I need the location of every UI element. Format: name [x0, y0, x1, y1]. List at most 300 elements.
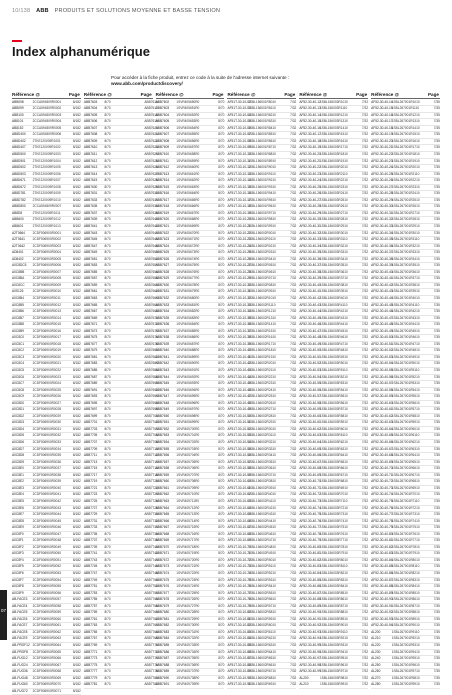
product-code-cell[interactable]: 8/70 [104, 348, 111, 353]
product-code-cell[interactable]: 1SBL156003R4510 [319, 328, 348, 333]
product-code-cell[interactable]: 1SVR405700R0 [176, 426, 200, 431]
product-code-cell[interactable]: 8/70 [104, 178, 111, 183]
product-code-cell[interactable]: 2CDF506900R0062 [32, 629, 61, 634]
product-code-cell[interactable]: 1SVR405726R0 [176, 597, 200, 602]
product-code-cell[interactable]: 2CDF506900R0010 [32, 289, 61, 294]
product-code-cell[interactable]: 1SVR405707R0 [176, 472, 200, 477]
product-code-cell[interactable]: 1SBL156002R2510 [248, 394, 276, 399]
product-code-cell[interactable]: 1SVR405727R0 [176, 603, 200, 608]
product-code-cell[interactable]: 1SVR405690R0 [176, 361, 200, 366]
product-code-cell[interactable]: 1SBL267001R5310 [391, 381, 420, 386]
product-code-cell[interactable]: 1SBL156001R8710 [248, 145, 276, 150]
product-code-cell[interactable]: 1SBL267001R2310 [391, 184, 420, 189]
product-code-cell[interactable]: 1SBL267001R9010 [391, 623, 420, 628]
product-code-cell[interactable]: 8/70 [104, 151, 111, 156]
product-code-cell[interactable]: 1SBL267001R6210 [391, 440, 420, 445]
product-code-cell[interactable]: 1SVR405694R0 [176, 387, 200, 392]
product-code-cell[interactable]: 8/70 [104, 675, 111, 680]
product-code-cell[interactable]: 8/70 [104, 564, 111, 569]
product-code-cell[interactable]: 8/70 [104, 374, 111, 379]
product-code-cell[interactable]: 1SVR405711R0 [176, 498, 200, 503]
product-code-cell[interactable]: 1SVR405650R0 [176, 99, 200, 104]
product-code-cell[interactable]: 8/70 [104, 459, 111, 464]
product-code-cell[interactable]: 1SBL267001R7010 [391, 492, 420, 497]
product-code-cell[interactable]: 2TKE120009R1013 [32, 223, 61, 228]
product-code-cell[interactable]: 8/70 [104, 525, 111, 530]
product-code-cell[interactable]: 2TKE120009R1010 [32, 197, 61, 202]
product-code-cell[interactable]: 2CDF506900R0070 [32, 682, 61, 687]
product-code-cell[interactable]: 1SBL156001R9810 [248, 217, 276, 222]
product-code-cell[interactable]: 1SBL156003R6810 [319, 479, 348, 484]
product-code-cell[interactable]: 8/70 [104, 230, 111, 235]
product-code-cell[interactable]: 1SBL156003R3410 [319, 256, 348, 261]
product-code-cell[interactable]: 1SBL156003R7410 [319, 518, 348, 523]
product-code-cell[interactable]: 8/70 [104, 453, 111, 458]
product-code-cell[interactable]: 1SBL156001R9910 [248, 223, 276, 228]
product-code-cell[interactable]: 2CDF506900R0032 [32, 433, 61, 438]
product-code-cell[interactable]: 2CDF506900R0063 [32, 636, 61, 641]
product-code-cell[interactable]: 1SBL156002R6210 [248, 636, 276, 641]
product-code-cell[interactable]: 1SBL156003R1810 [319, 151, 348, 156]
product-code-cell[interactable]: 2CDF506900R0008 [32, 276, 61, 281]
product-code-cell[interactable]: 1SBL267001R6610 [391, 466, 420, 471]
product-code-cell[interactable]: 8/70 [104, 538, 111, 543]
product-code-cell[interactable]: 1SBL267001R9910 [391, 682, 420, 687]
product-code-cell[interactable]: 1SBL156003R8810 [319, 610, 348, 615]
product-code-cell[interactable]: 1SBL156003R8410 [319, 584, 348, 589]
product-code-cell[interactable]: 2CDF506900R0029 [32, 413, 61, 418]
product-code-cell[interactable]: 1SBL156002R2710 [248, 407, 276, 412]
product-code-cell[interactable]: 1SVR405691R0 [176, 368, 200, 373]
product-code-cell[interactable]: 1SBL156002R0110 [248, 237, 276, 242]
product-code-cell[interactable]: 1SBL156002R6410 [248, 649, 276, 654]
product-code-cell[interactable]: 1SBL267001R5610 [391, 400, 420, 405]
product-code-cell[interactable]: 1SBL156002R0510 [248, 263, 276, 268]
product-code-cell[interactable]: 1SBL156002R2910 [248, 420, 276, 425]
product-code-cell[interactable]: 1SBL156002R1910 [248, 354, 276, 359]
product-code-cell[interactable]: 2CDF506900R0069 [32, 675, 61, 680]
product-code-cell[interactable]: 1SBL156003R5910 [319, 420, 348, 425]
product-code-cell[interactable]: 1SBL267001R9710 [391, 669, 420, 674]
product-code-cell[interactable]: 1SBL267001R8510 [391, 590, 420, 595]
product-code-cell[interactable]: 1SVR405676R0 [176, 269, 200, 274]
product-code-cell[interactable]: 1SBL156002R0010 [248, 230, 276, 235]
product-code-cell[interactable]: 1SVR405719R0 [176, 551, 200, 556]
product-code-cell[interactable]: 1SBL156002R3410 [248, 453, 276, 458]
product-code-cell[interactable]: 1SVR405722R0 [176, 570, 200, 575]
product-code-cell[interactable]: 1SBL156003R4310 [319, 315, 348, 320]
product-code-cell[interactable]: 1SBL156003R1210 [319, 112, 348, 117]
product-code-cell[interactable]: 8/70 [104, 158, 111, 163]
product-code-cell[interactable]: 1SBL267001R4210 [391, 309, 420, 314]
product-code-cell[interactable]: 1SBL156003R2710 [319, 210, 348, 215]
product-code-cell[interactable]: 2TKE120009R1009 [32, 191, 61, 196]
product-code-cell[interactable]: 1SBL267001R7410 [391, 518, 420, 523]
product-code-cell[interactable]: 2CDF506900R0012 [32, 302, 61, 307]
product-code-cell[interactable]: 2CDF506900R0052 [32, 564, 61, 569]
product-code-cell[interactable]: 1SVR405735R0 [176, 656, 200, 661]
product-code-cell[interactable]: 8/70 [104, 112, 111, 117]
product-code-cell[interactable]: 1SBL156003R1610 [319, 138, 348, 143]
product-code-cell[interactable]: 2CDF506900R0033 [32, 440, 61, 445]
product-code-cell[interactable]: 2CDF506900R0041 [32, 492, 61, 497]
product-code-cell[interactable]: 1SBL156001R9010 [248, 165, 276, 170]
product-code-cell[interactable]: 2CDF506900R0039 [32, 479, 61, 484]
product-code-cell[interactable]: 1SBL156003R8910 [319, 616, 348, 621]
product-code-cell[interactable]: 1SVR405665R0 [176, 197, 200, 202]
product-code-cell[interactable]: 1SVR405733R0 [176, 642, 200, 647]
product-code-cell[interactable]: 1SBL156002R2810 [248, 413, 276, 418]
product-code-cell[interactable]: 1SBL156003R6010 [319, 426, 348, 431]
product-code-cell[interactable]: 1SBL156001R8510 [248, 132, 276, 137]
product-code-cell[interactable]: 8/70 [104, 479, 111, 484]
product-code-cell[interactable]: 1SBL156003R5210 [319, 374, 348, 379]
product-code-cell[interactable]: 2TKE120009R1006 [32, 171, 61, 176]
product-code-cell[interactable]: 1SBL156003R6210 [319, 440, 348, 445]
product-code-cell[interactable]: 1SBL156003R9310 [319, 642, 348, 647]
product-code-cell[interactable]: 2CDF506900R0026 [32, 394, 61, 399]
product-code-cell[interactable]: 1SBL156003R4110 [319, 302, 348, 307]
product-code-cell[interactable]: 8/70 [104, 243, 111, 248]
product-code-cell[interactable]: 1SBL156001R9710 [248, 210, 276, 215]
product-code-cell[interactable]: 1SBL156003R6610 [319, 466, 348, 471]
product-code-cell[interactable]: 1SVR405674R0 [176, 256, 200, 261]
product-code-cell[interactable]: 8/70 [104, 642, 111, 647]
product-code-cell[interactable]: 1SBL267001R3310 [391, 250, 420, 255]
product-code-cell[interactable]: 8/70 [104, 603, 111, 608]
product-code-cell[interactable]: 1SBL156003R9710 [319, 669, 348, 674]
product-code-cell[interactable]: 8/70 [104, 433, 111, 438]
product-code-cell[interactable]: 1SVR405671R0 [176, 237, 200, 242]
product-code-cell[interactable]: 1SBL156003R4910 [319, 354, 348, 359]
product-code-cell[interactable]: 1SBL156002R0210 [248, 243, 276, 248]
product-code-cell[interactable]: 2CDF506900R0066 [32, 656, 61, 661]
product-code-cell[interactable]: 8/70 [104, 197, 111, 202]
product-code-cell[interactable]: 1SBL156003R9010 [319, 623, 348, 628]
product-code-cell[interactable]: 1SBL267001R1010 [391, 99, 420, 104]
product-code-cell[interactable]: 8/70 [104, 518, 111, 523]
product-code-cell[interactable]: 1SBL267001R5110 [391, 368, 420, 373]
product-code-cell[interactable]: 8/70 [104, 662, 111, 667]
product-code-cell[interactable]: 1SBL156002R1310 [248, 315, 276, 320]
product-code-cell[interactable]: 1SVR405723R0 [176, 577, 200, 582]
product-code-cell[interactable]: 1SVR405687R0 [176, 341, 200, 346]
product-code-cell[interactable]: 1SBL156002R4510 [248, 525, 276, 530]
product-code-cell[interactable]: 1SBL267001R1610 [391, 138, 420, 143]
product-code-cell[interactable]: 1SBL267001R2010 [391, 165, 420, 170]
product-code-cell[interactable]: 1SBL267001R5010 [391, 361, 420, 366]
product-code-cell[interactable]: 8/70 [104, 669, 111, 674]
product-code-cell[interactable]: 1SBL267001R5710 [391, 407, 420, 412]
product-code-cell[interactable]: 1SVR405698R0 [176, 413, 200, 418]
product-code-cell[interactable]: 2CDF506900R0018 [32, 341, 61, 346]
product-code-cell[interactable]: 1SBL267001R3610 [391, 269, 420, 274]
product-code-cell[interactable]: 1SBL156002R4110 [248, 498, 276, 503]
product-code-cell[interactable]: 1SVR405731R0 [176, 629, 200, 634]
product-code-cell[interactable]: 1SBL267001R7910 [391, 551, 420, 556]
product-code-cell[interactable]: 1SBL267001R4810 [391, 348, 420, 353]
product-code-cell[interactable]: 1SVR405696R0 [176, 400, 200, 405]
product-code-cell[interactable]: 1SBL156001R8910 [248, 158, 276, 163]
product-code-cell[interactable]: 1SVR405657R0 [176, 145, 200, 150]
product-code-cell[interactable]: 1SBL156002R5810 [248, 610, 276, 615]
product-code-cell[interactable]: 1SBL267001R6310 [391, 446, 420, 451]
product-code-cell[interactable]: 8/70 [104, 407, 111, 412]
product-code-cell[interactable]: 1SBL156003R9410 [319, 649, 348, 654]
product-code-cell[interactable]: 8/70 [104, 276, 111, 281]
product-code-cell[interactable]: 8/70 [104, 250, 111, 255]
product-code-cell[interactable]: 1SBL156002R0410 [248, 256, 276, 261]
product-code-cell[interactable]: 1SBL267001R8410 [391, 584, 420, 589]
product-code-cell[interactable]: 2CDF506900R0009 [32, 282, 61, 287]
product-code-cell[interactable]: 8/70 [104, 590, 111, 595]
product-code-cell[interactable]: 1SBL156002R3010 [248, 426, 276, 431]
product-code-cell[interactable]: 1SBL156003R4610 [319, 335, 348, 340]
product-code-cell[interactable]: 1SBL267001R5410 [391, 387, 420, 392]
product-code-cell[interactable]: 1SVR405732R0 [176, 636, 200, 641]
product-code-cell[interactable]: 1SBL156003R8010 [319, 557, 348, 562]
product-code-cell[interactable]: 1SBL156002R6110 [248, 629, 276, 634]
product-code-cell[interactable]: 1SBL267001R1910 [391, 158, 420, 163]
product-code-cell[interactable]: 1SBL156002R0610 [248, 269, 276, 274]
product-code-cell[interactable]: 1SBL156002R0910 [248, 289, 276, 294]
product-code-cell[interactable]: 2CDF506900R0049 [32, 544, 61, 549]
product-code-cell[interactable]: 2CDF506900R0001 [32, 230, 61, 235]
product-code-cell[interactable]: 2CDF506900R0025 [32, 387, 61, 392]
product-code-cell[interactable]: 1SBL156002R3610 [248, 466, 276, 471]
product-code-cell[interactable]: 1SBL267001R2610 [391, 204, 420, 209]
product-code-cell[interactable]: 1SVR405673R0 [176, 250, 200, 255]
product-code-cell[interactable]: 1SBL156001R9410 [248, 191, 276, 196]
product-code-cell[interactable]: 2CDF506900R0064 [32, 642, 61, 647]
product-code-cell[interactable]: 1SBL156002R3510 [248, 459, 276, 464]
product-code-cell[interactable]: 1SBL156002R2310 [248, 381, 276, 386]
product-code-cell[interactable]: 1SBL156003R1510 [319, 132, 348, 137]
product-code-cell[interactable]: 1SBL156002R6710 [248, 669, 276, 674]
product-code-cell[interactable]: 8/70 [104, 106, 111, 111]
product-code-cell[interactable]: 1SBL156002R5610 [248, 597, 276, 602]
product-code-cell[interactable]: 2CDF506900R0057 [32, 597, 61, 602]
product-code-cell[interactable]: 1SVR405697R0 [176, 407, 200, 412]
product-code-cell[interactable]: 1SVR405718R0 [176, 544, 200, 549]
product-code-cell[interactable]: 2CDF506900R0037 [32, 466, 61, 471]
product-code-cell[interactable]: 1SBL156002R3310 [248, 446, 276, 451]
product-code-cell[interactable]: 2CDF506900R0042 [32, 498, 61, 503]
product-code-cell[interactable]: 1SBL156003R6910 [319, 485, 348, 490]
product-code-cell[interactable]: 1SBL156003R7310 [319, 512, 348, 517]
product-code-cell[interactable]: 2TKE120009R1005 [32, 165, 61, 170]
product-code-cell[interactable]: 2CDF506900R0021 [32, 361, 61, 366]
product-code-cell[interactable]: 1SVR405654R0 [176, 125, 200, 130]
product-code-cell[interactable]: 2CDF506900R0071 [32, 688, 61, 693]
product-code-cell[interactable]: 1SVR405739R0 [176, 682, 200, 687]
product-code-cell[interactable]: 1SBL156001R9110 [248, 171, 276, 176]
product-code-cell[interactable]: 1SBL156002R0810 [248, 282, 276, 287]
chapter-tab[interactable]: 07 [0, 590, 7, 640]
product-code-cell[interactable]: 2CDF506900R0055 [32, 584, 61, 589]
product-code-cell[interactable]: 2CDF506900R0017 [32, 335, 61, 340]
product-code-cell[interactable]: 1SBL267001R3710 [391, 276, 420, 281]
product-code-cell[interactable]: 8/70 [104, 256, 111, 261]
product-code-cell[interactable]: 2CDF506900R0027 [32, 400, 61, 405]
product-code-cell[interactable]: 1SBL156002R1510 [248, 328, 276, 333]
product-code-cell[interactable]: 8/70 [104, 610, 111, 615]
product-code-cell[interactable]: 1SVR405716R0 [176, 531, 200, 536]
product-code-cell[interactable]: 1SBL156002R1010 [248, 296, 276, 300]
product-code-cell[interactable]: 1SVR405686R0 [176, 335, 200, 340]
product-code-cell[interactable]: 8/70 [104, 119, 111, 124]
product-code-cell[interactable]: 1SBL156003R6410 [319, 453, 348, 458]
product-code-cell[interactable]: 1SBL267001R5910 [391, 420, 420, 425]
product-code-cell[interactable]: 2CDF506900R0053 [32, 570, 61, 575]
product-code-cell[interactable]: 1SVR405662R0 [176, 178, 200, 183]
product-code-cell[interactable]: 1SVR405695R0 [176, 394, 200, 399]
product-code-cell[interactable]: 1SBL156003R3110 [319, 237, 348, 242]
product-code-cell[interactable]: 8/70 [104, 616, 111, 621]
product-code-cell[interactable]: 1SVR405689R0 [176, 354, 200, 359]
product-code-cell[interactable]: 2TKE120009R1007 [32, 178, 61, 183]
product-code-cell[interactable]: 8/70 [104, 531, 111, 536]
product-code-cell[interactable]: 1SBL156002R4910 [248, 551, 276, 556]
product-code-cell[interactable]: 1SBL156002R4410 [248, 518, 276, 523]
product-code-cell[interactable]: 1SBL267001R4610 [391, 335, 420, 340]
product-code-cell[interactable]: 1SBL267001R8610 [391, 597, 420, 602]
product-code-cell[interactable]: 2CDF506900R0028 [32, 407, 61, 412]
product-code-cell[interactable]: 1SBL156001R9310 [248, 184, 276, 189]
product-code-cell[interactable]: 1SVR405651R0 [176, 106, 200, 111]
product-code-cell[interactable]: 8/70 [104, 302, 111, 307]
product-code-cell[interactable]: 2CCA594509R0004 [32, 119, 62, 124]
product-code-cell[interactable]: 2CDF506900R0015 [32, 322, 61, 327]
product-code-cell[interactable]: 1SBL156003R7010 [319, 492, 348, 497]
product-code-cell[interactable]: 8/70 [104, 570, 111, 575]
product-code-cell[interactable]: 2CDF506900R0058 [32, 603, 61, 608]
product-code-cell[interactable]: 8/70 [104, 289, 111, 294]
product-code-cell[interactable]: 2CDF506900R0035 [32, 453, 61, 458]
product-code-cell[interactable]: 1SBL156002R3110 [248, 433, 276, 438]
product-code-cell[interactable]: 8/70 [104, 125, 111, 130]
product-code-cell[interactable]: 2CCA594509R0005 [32, 125, 62, 130]
product-code-cell[interactable]: 1SBL156002R6510 [248, 656, 276, 661]
product-code-cell[interactable]: 2CDF506900R0065 [32, 649, 61, 654]
product-code-cell[interactable]: 8/70 [104, 413, 111, 418]
product-code-cell[interactable]: 1SVR405729R0 [176, 616, 200, 621]
product-code-cell[interactable]: 2CDF506900R0013 [32, 309, 61, 314]
product-code-cell[interactable]: 1SBL156001R9610 [248, 204, 276, 209]
product-code-cell[interactable]: 1SBL156003R3910 [319, 289, 348, 294]
product-code-cell[interactable]: 2CDF506900R0047 [32, 531, 61, 536]
product-code-cell[interactable]: 1SBL156003R8110 [319, 564, 348, 569]
product-code-cell[interactable]: 1SBL267001R1210 [391, 112, 420, 117]
product-code-cell[interactable]: 1SVR405692R0 [176, 374, 200, 379]
product-code-cell[interactable]: 1SBL267001R8310 [391, 577, 420, 582]
product-code-cell[interactable]: 8/70 [104, 361, 111, 366]
product-code-cell[interactable]: 2CDF506900R0004 [32, 250, 61, 255]
product-code-cell[interactable]: 1SBL156003R7110 [319, 498, 348, 503]
product-code-cell[interactable]: 1SBL156003R7510 [319, 525, 348, 530]
product-code-cell[interactable]: 1SBL156003R9110 [319, 629, 348, 634]
product-code-cell[interactable]: 1SBL156003R1410 [319, 125, 348, 130]
product-code-cell[interactable]: 1SVR405685R0 [176, 328, 200, 333]
product-code-cell[interactable]: 1SBL267001R2210 [391, 178, 420, 183]
product-code-cell[interactable]: 1SVR405702R0 [176, 440, 200, 445]
product-code-cell[interactable]: 1SVR405666R0 [176, 204, 200, 209]
product-code-cell[interactable]: 1SBL267001R1710 [391, 145, 420, 150]
product-code-cell[interactable]: 1SBL156001R8610 [248, 138, 276, 143]
product-code-cell[interactable]: 2CDF506900R0011 [32, 296, 61, 300]
product-code-cell[interactable]: 1SVR405669R0 [176, 223, 200, 228]
product-code-cell[interactable]: 1SVR405672R0 [176, 243, 200, 248]
product-code-cell[interactable]: 1SBL156002R5410 [248, 584, 276, 589]
product-code-cell[interactable]: 1SVR405682R0 [176, 309, 200, 314]
product-code-cell[interactable]: 2CDF506900R0059 [32, 610, 61, 615]
product-code-cell[interactable]: 1SBL156003R3610 [319, 269, 348, 274]
product-code-cell[interactable]: 1SBL156002R4810 [248, 544, 276, 549]
product-code-cell[interactable]: 2CDF506900R0023 [32, 374, 61, 379]
product-code-cell[interactable]: 1SVR405708R0 [176, 479, 200, 484]
product-code-cell[interactable]: 2CCA594509R0006 [32, 132, 62, 137]
product-code-cell[interactable]: 1SBL267001R8810 [391, 610, 420, 615]
product-code-cell[interactable]: 2CDF506900R0002 [32, 237, 61, 242]
product-code-cell[interactable]: 2CDF506900R0022 [32, 368, 61, 373]
product-code-cell[interactable]: 1SBL156002R5910 [248, 616, 276, 621]
product-code-cell[interactable]: 2TKE120009R1002 [32, 145, 61, 150]
product-code-cell[interactable]: 1SBL156003R2010 [319, 165, 348, 170]
product-code-cell[interactable]: 8/70 [104, 629, 111, 634]
product-code-cell[interactable]: 1SBL156003R4710 [319, 341, 348, 346]
product-code-cell[interactable]: 1SBL156002R6310 [248, 642, 276, 647]
product-code-cell[interactable]: 1SBL156002R3210 [248, 440, 276, 445]
product-code-cell[interactable]: 1SBL156003R4810 [319, 348, 348, 353]
product-code-cell[interactable]: 1SBL267001R3410 [391, 256, 420, 261]
product-code-cell[interactable]: 1SBL156003R2610 [319, 204, 348, 209]
product-code-cell[interactable]: 2CDF506900R0056 [32, 590, 61, 595]
product-code-cell[interactable]: 1SBL267001R6810 [391, 479, 420, 484]
product-code-cell[interactable]: 8/70 [104, 472, 111, 477]
product-code-cell[interactable]: 2CDF506900R0054 [32, 577, 61, 582]
product-code-cell[interactable]: 2TKE120009R1011 [32, 210, 61, 215]
product-code-cell[interactable]: 8/70 [104, 420, 111, 425]
product-code-cell[interactable]: 1SVR405715R0 [176, 525, 200, 530]
intro-url[interactable]: www.abb.com/productdiscovery/ [111, 80, 183, 86]
product-code-cell[interactable]: 1SBL267001R1310 [391, 119, 420, 124]
product-code-cell[interactable]: 8/70 [104, 210, 111, 215]
product-code-cell[interactable]: 1SBL156003R4010 [319, 296, 348, 300]
product-code-cell[interactable]: 1SBL156003R5110 [319, 368, 348, 373]
product-code-cell[interactable]: 2CDF506900R0030 [32, 420, 61, 425]
product-code-cell[interactable]: 2TKE120009R1003 [32, 151, 61, 156]
product-code-cell[interactable]: 1SBL156003R7210 [319, 505, 348, 510]
product-code-cell[interactable]: 8/70 [104, 498, 111, 503]
product-code-cell[interactable]: 1SBL156003R5710 [319, 407, 348, 412]
product-code-cell[interactable]: 8/70 [104, 512, 111, 517]
product-code-cell[interactable]: 8/70 [104, 217, 111, 222]
product-code-cell[interactable]: 8/70 [104, 649, 111, 654]
product-code-cell[interactable]: 1SBL156003R8610 [319, 597, 348, 602]
product-code-cell[interactable]: 8/70 [104, 387, 111, 392]
product-code-cell[interactable]: 1SVR405688R0 [176, 348, 200, 353]
product-code-cell[interactable]: 1SBL267001R4910 [391, 354, 420, 359]
product-code-cell[interactable]: 2CDF506900R0034 [32, 446, 61, 451]
product-code-cell[interactable]: 1SVR405737R0 [176, 669, 200, 674]
product-code-cell[interactable]: 1SBL156002R4310 [248, 512, 276, 517]
product-code-cell[interactable]: 1SBL156003R4210 [319, 309, 348, 314]
product-code-cell[interactable]: 1SBL156003R7810 [319, 544, 348, 549]
product-code-cell[interactable]: 1SVR405701R0 [176, 433, 200, 438]
product-code-cell[interactable]: 1SBL156003R7910 [319, 551, 348, 556]
product-code-cell[interactable]: 2CDF506900R0031 [32, 426, 61, 431]
product-code-cell[interactable]: 1SBL156003R9810 [319, 675, 348, 680]
